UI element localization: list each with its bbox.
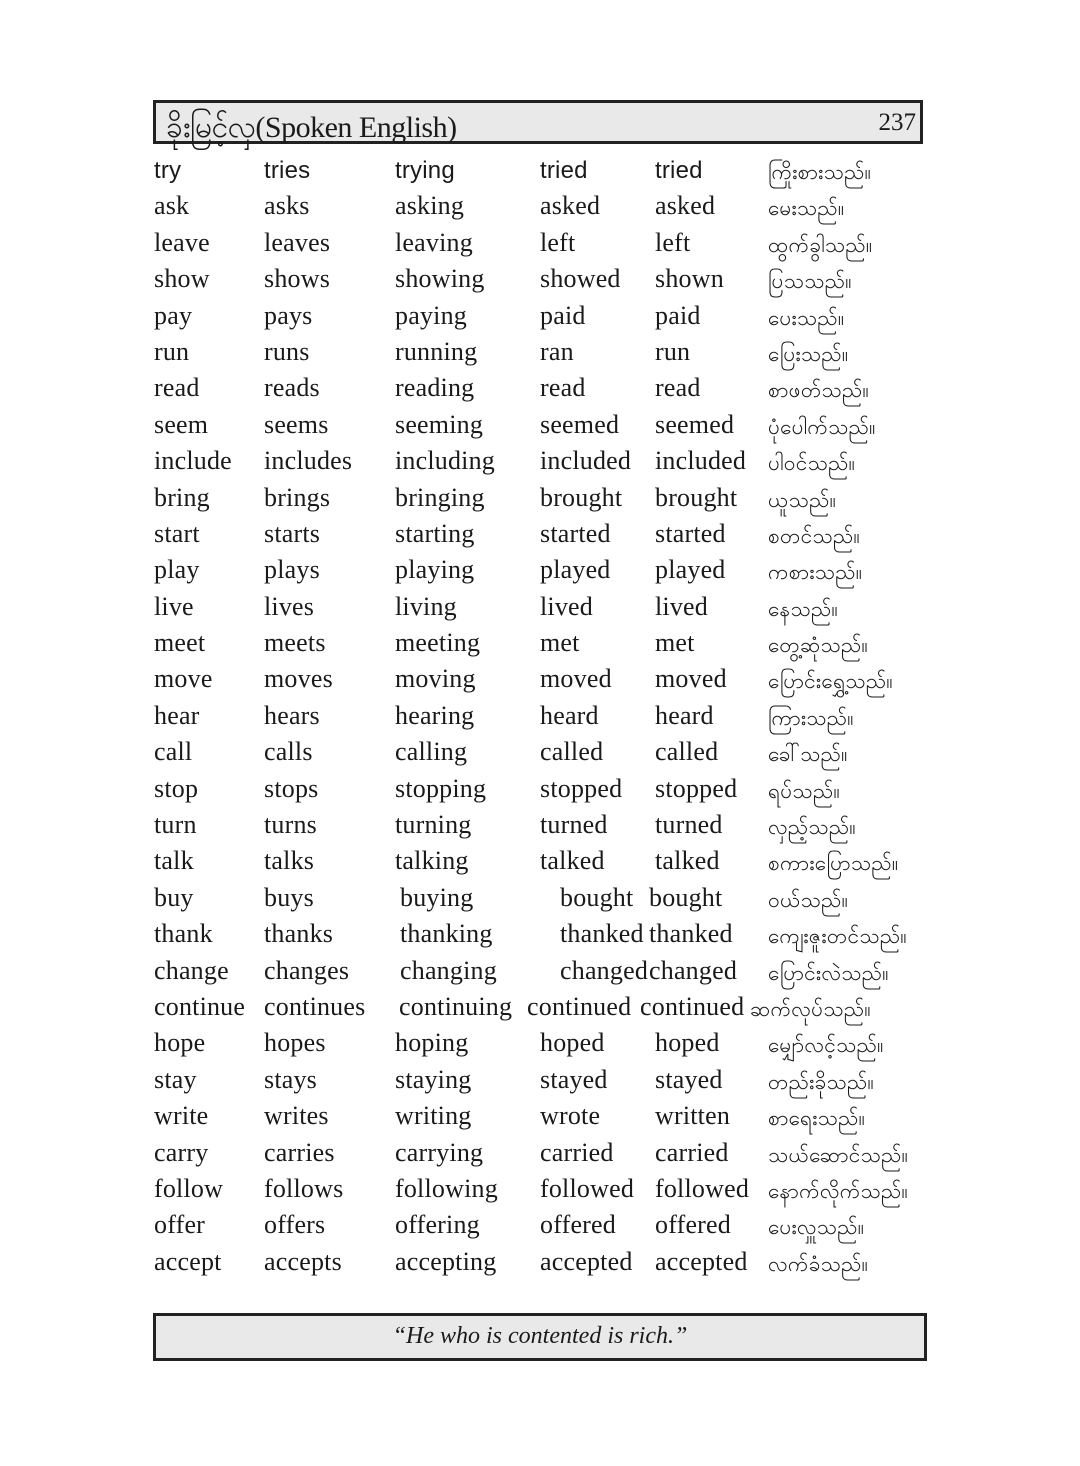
myanmar-meaning: ပြသသည်။ <box>768 269 852 294</box>
ing-form: hoping <box>395 1028 469 1058</box>
past-participle: bought <box>649 882 723 912</box>
myanmar-meaning: ပေးသည်။ <box>768 305 845 330</box>
past-form: tried <box>540 157 588 184</box>
base-form: continue <box>154 991 246 1021</box>
past-form: read <box>540 373 586 403</box>
past-participle: read <box>655 373 701 403</box>
base-form: accept <box>154 1246 222 1276</box>
ing-form: accepting <box>395 1246 497 1276</box>
past-participle: written <box>655 1101 731 1131</box>
myanmar-meaning: ကြားသည်။ <box>768 705 854 730</box>
base-form: buy <box>154 882 194 912</box>
past-participle: changed <box>649 955 738 985</box>
past-participle: accepted <box>655 1246 748 1276</box>
ing-form: buying <box>400 882 474 912</box>
ing-form: carrying <box>395 1137 484 1167</box>
third-person-form: leaves <box>264 227 331 257</box>
third-person-form: buys <box>264 882 314 912</box>
table-row <box>154 881 929 917</box>
table-row <box>154 1099 929 1135</box>
ing-form: continuing <box>399 991 513 1021</box>
ing-form: hearing <box>395 700 475 730</box>
myanmar-meaning: စတင်သည်။ <box>768 523 861 548</box>
table-row <box>154 189 929 225</box>
table-row <box>154 481 929 517</box>
myanmar-meaning: ခေါ်သည်။ <box>768 742 848 767</box>
past-form: showed <box>540 264 621 294</box>
base-form: include <box>154 446 232 476</box>
table-row <box>154 517 929 553</box>
myanmar-meaning: နေသည်။ <box>768 596 839 621</box>
past-form: started <box>540 518 611 548</box>
past-participle: turned <box>655 810 723 840</box>
third-person-form: moves <box>264 664 333 694</box>
past-form: accepted <box>540 1246 633 1276</box>
ing-form: turning <box>395 810 472 840</box>
myanmar-meaning: ပါဝင်သည်။ <box>768 451 856 476</box>
table-row <box>154 335 929 371</box>
table-row <box>154 662 929 698</box>
third-person-form: thanks <box>264 919 334 949</box>
myanmar-meaning: ကြိုးစားသည်။ <box>768 160 872 184</box>
third-person-form: tries <box>264 157 311 184</box>
past-form: stopped <box>540 773 623 803</box>
myanmar-meaning: နောက်လိုက်သည်။ <box>768 1178 909 1203</box>
ing-form: asking <box>395 191 465 221</box>
past-participle: tried <box>655 157 703 184</box>
third-person-form: changes <box>264 955 350 985</box>
third-person-form: calls <box>264 737 313 767</box>
footer-quote: “He who is contented is rich.” <box>392 1323 688 1349</box>
table-row <box>154 735 929 771</box>
past-form: called <box>540 737 604 767</box>
table-row <box>154 1063 929 1099</box>
table-row <box>154 299 929 335</box>
quote-box <box>153 1313 927 1361</box>
base-form: show <box>154 264 210 294</box>
base-form: hear <box>154 700 200 730</box>
past-participle: called <box>655 737 719 767</box>
myanmar-meaning: ကျေးဇူးတင်သည်။ <box>768 924 907 949</box>
myanmar-meaning: လက်ခံသည်။ <box>768 1251 869 1276</box>
table-row <box>154 590 929 626</box>
table-row <box>154 1245 929 1281</box>
third-person-form: turns <box>264 810 317 840</box>
third-person-form: seems <box>264 409 329 439</box>
ing-form: moving <box>395 664 476 694</box>
base-form: call <box>154 737 193 767</box>
third-person-form: meets <box>264 628 326 658</box>
base-form: write <box>154 1101 209 1131</box>
past-form: changed <box>560 955 649 985</box>
past-participle: thanked <box>649 919 733 949</box>
ing-form: talking <box>395 846 469 876</box>
past-participle: paid <box>655 300 701 330</box>
third-person-form: hears <box>264 700 320 730</box>
third-person-form: lives <box>264 591 315 621</box>
table-row <box>154 444 929 480</box>
base-form: carry <box>154 1137 209 1167</box>
myanmar-meaning: တည်းခိုသည်။ <box>768 1069 875 1094</box>
past-participle: stayed <box>655 1064 723 1094</box>
myanmar-meaning: ယူသည်။ <box>768 487 837 512</box>
ing-form: showing <box>395 264 485 294</box>
myanmar-meaning: ပြောင်းလဲသည်။ <box>768 960 889 985</box>
ing-form: starting <box>395 518 475 548</box>
myanmar-meaning: မျှော်လင့်သည်။ <box>768 1033 884 1058</box>
ing-form: changing <box>400 955 497 985</box>
past-form: stayed <box>540 1064 608 1094</box>
past-form: talked <box>540 846 605 876</box>
base-form: ask <box>154 191 190 221</box>
past-form: continued <box>527 991 632 1021</box>
ing-form: calling <box>395 737 468 767</box>
past-participle: lived <box>655 591 708 621</box>
third-person-form: starts <box>264 518 321 548</box>
past-form: wrote <box>540 1101 601 1131</box>
past-form: bought <box>560 882 634 912</box>
table-row <box>154 1208 929 1244</box>
myanmar-meaning: စကားပြောသည်။ <box>768 851 899 876</box>
ing-form: offering <box>395 1210 480 1240</box>
past-form: left <box>540 227 576 257</box>
table-row <box>154 917 929 953</box>
third-person-form: shows <box>264 264 331 294</box>
past-form: offered <box>540 1210 616 1240</box>
third-person-form: hopes <box>264 1028 326 1058</box>
table-row <box>154 626 929 662</box>
table-row <box>154 808 929 844</box>
table-row <box>154 1026 929 1062</box>
third-person-form: continues <box>264 991 366 1021</box>
table-row <box>154 226 929 262</box>
myanmar-meaning: ပေးလှူသည်။ <box>768 1215 865 1240</box>
past-participle: carried <box>655 1137 729 1167</box>
ing-form: bringing <box>395 482 485 512</box>
myanmar-meaning: တွေ့ဆုံသည်။ <box>768 633 869 658</box>
third-person-form: stops <box>264 773 319 803</box>
base-form: talk <box>154 846 194 876</box>
base-form: hope <box>154 1028 206 1058</box>
third-person-form: reads <box>264 373 320 403</box>
base-form: pay <box>154 300 193 330</box>
past-participle: left <box>655 227 691 257</box>
base-form: offer <box>154 1210 206 1240</box>
table-row <box>154 553 929 589</box>
past-form: hoped <box>540 1028 605 1058</box>
myanmar-meaning: ပုံပေါက်သည်။ <box>768 414 876 439</box>
myanmar-meaning: သယ်ဆောင်သည်။ <box>768 1142 909 1167</box>
table-row <box>154 262 929 298</box>
page-header <box>153 100 923 144</box>
ing-form: stopping <box>395 773 487 803</box>
ing-form: thanking <box>400 919 493 949</box>
base-form: move <box>154 664 213 694</box>
third-person-form: pays <box>264 300 313 330</box>
past-participle: followed <box>655 1173 750 1203</box>
ing-form: staying <box>395 1064 472 1094</box>
third-person-form: follows <box>264 1173 344 1203</box>
past-form: included <box>540 446 632 476</box>
third-person-form: stays <box>264 1064 317 1094</box>
ing-form: seeming <box>395 409 484 439</box>
table-row <box>154 844 929 880</box>
table-row <box>154 990 929 1026</box>
table-row <box>154 371 929 407</box>
past-form: asked <box>540 191 601 221</box>
myanmar-meaning: ဝယ်သည်။ <box>768 887 849 912</box>
base-form: stop <box>154 773 199 803</box>
base-form: read <box>154 373 200 403</box>
base-form: start <box>154 518 200 548</box>
third-person-form: plays <box>264 555 320 585</box>
base-form: leave <box>154 227 210 257</box>
myanmar-meaning: စာဖတ်သည်။ <box>768 378 870 403</box>
myanmar-meaning: လှည့်သည်။ <box>768 815 856 840</box>
third-person-form: runs <box>264 336 310 366</box>
third-person-form: carries <box>264 1137 335 1167</box>
third-person-form: includes <box>264 446 353 476</box>
past-participle: included <box>655 446 747 476</box>
past-form: played <box>540 555 611 585</box>
past-participle: talked <box>655 846 720 876</box>
table-row <box>154 954 929 990</box>
ing-form: including <box>395 446 496 476</box>
ing-form: running <box>395 336 478 366</box>
base-form: stay <box>154 1064 197 1094</box>
past-participle: run <box>655 336 691 366</box>
verb-forms-table <box>154 153 929 1281</box>
past-form: met <box>540 628 580 658</box>
past-form: turned <box>540 810 608 840</box>
past-form: carried <box>540 1137 614 1167</box>
past-participle: continued <box>640 991 745 1021</box>
base-form: live <box>154 591 194 621</box>
table-row <box>154 153 929 189</box>
past-form: ran <box>540 336 574 366</box>
base-form: run <box>154 336 190 366</box>
past-participle: met <box>655 628 695 658</box>
ing-form: writing <box>395 1101 472 1131</box>
base-form: change <box>154 955 229 985</box>
past-participle: heard <box>655 700 714 730</box>
third-person-form: writes <box>264 1101 329 1131</box>
past-form: brought <box>540 482 623 512</box>
third-person-form: talks <box>264 846 315 876</box>
myanmar-meaning: မေးသည်။ <box>768 196 845 221</box>
past-form: heard <box>540 700 599 730</box>
myanmar-meaning: ထွက်ခွါသည်။ <box>768 232 873 257</box>
table-row <box>154 699 929 735</box>
past-participle: brought <box>655 482 738 512</box>
past-participle: moved <box>655 664 727 694</box>
table-row <box>154 772 929 808</box>
ing-form: trying <box>395 157 455 184</box>
table-row <box>154 1172 929 1208</box>
third-person-form: brings <box>264 482 331 512</box>
myanmar-meaning: ရပ်သည်။ <box>768 778 840 803</box>
myanmar-meaning: ဆက်လုပ်သည်။ <box>750 996 871 1021</box>
myanmar-meaning: ကစားသည်။ <box>768 560 863 585</box>
past-participle: started <box>655 518 726 548</box>
myanmar-meaning: ပြေးသည်။ <box>768 341 849 366</box>
past-participle: asked <box>655 191 716 221</box>
ing-form: playing <box>395 555 475 585</box>
base-form: meet <box>154 628 206 658</box>
base-form: try <box>154 157 182 184</box>
past-form: thanked <box>560 919 644 949</box>
past-form: lived <box>540 591 593 621</box>
past-participle: stopped <box>655 773 738 803</box>
ing-form: following <box>395 1173 498 1203</box>
ing-form: paying <box>395 300 467 330</box>
past-form: moved <box>540 664 612 694</box>
ing-form: living <box>395 591 457 621</box>
past-participle: played <box>655 555 726 585</box>
third-person-form: accepts <box>264 1246 342 1276</box>
base-form: thank <box>154 919 213 949</box>
page-title: ခိုးမြင့်လှ(Spoken English) <box>166 111 457 144</box>
base-form: bring <box>154 482 210 512</box>
base-form: seem <box>154 409 209 439</box>
base-form: play <box>154 555 200 585</box>
table-row <box>154 408 929 444</box>
base-form: turn <box>154 810 197 840</box>
past-participle: seemed <box>655 409 735 439</box>
ing-form: meeting <box>395 628 481 658</box>
ing-form: leaving <box>395 227 473 257</box>
third-person-form: asks <box>264 191 310 221</box>
third-person-form: offers <box>264 1210 326 1240</box>
past-participle: shown <box>655 264 724 294</box>
table-row <box>154 1136 929 1172</box>
ing-form: reading <box>395 373 475 403</box>
past-form: followed <box>540 1173 635 1203</box>
myanmar-meaning: စာရေးသည်။ <box>768 1106 866 1131</box>
myanmar-meaning: ပြောင်းရွှေ့သည်။ <box>768 669 893 694</box>
base-form: follow <box>154 1173 224 1203</box>
past-participle: offered <box>655 1210 731 1240</box>
past-participle: hoped <box>655 1028 720 1058</box>
past-form: paid <box>540 300 586 330</box>
past-form: seemed <box>540 409 620 439</box>
page-number: 237 <box>878 109 916 136</box>
